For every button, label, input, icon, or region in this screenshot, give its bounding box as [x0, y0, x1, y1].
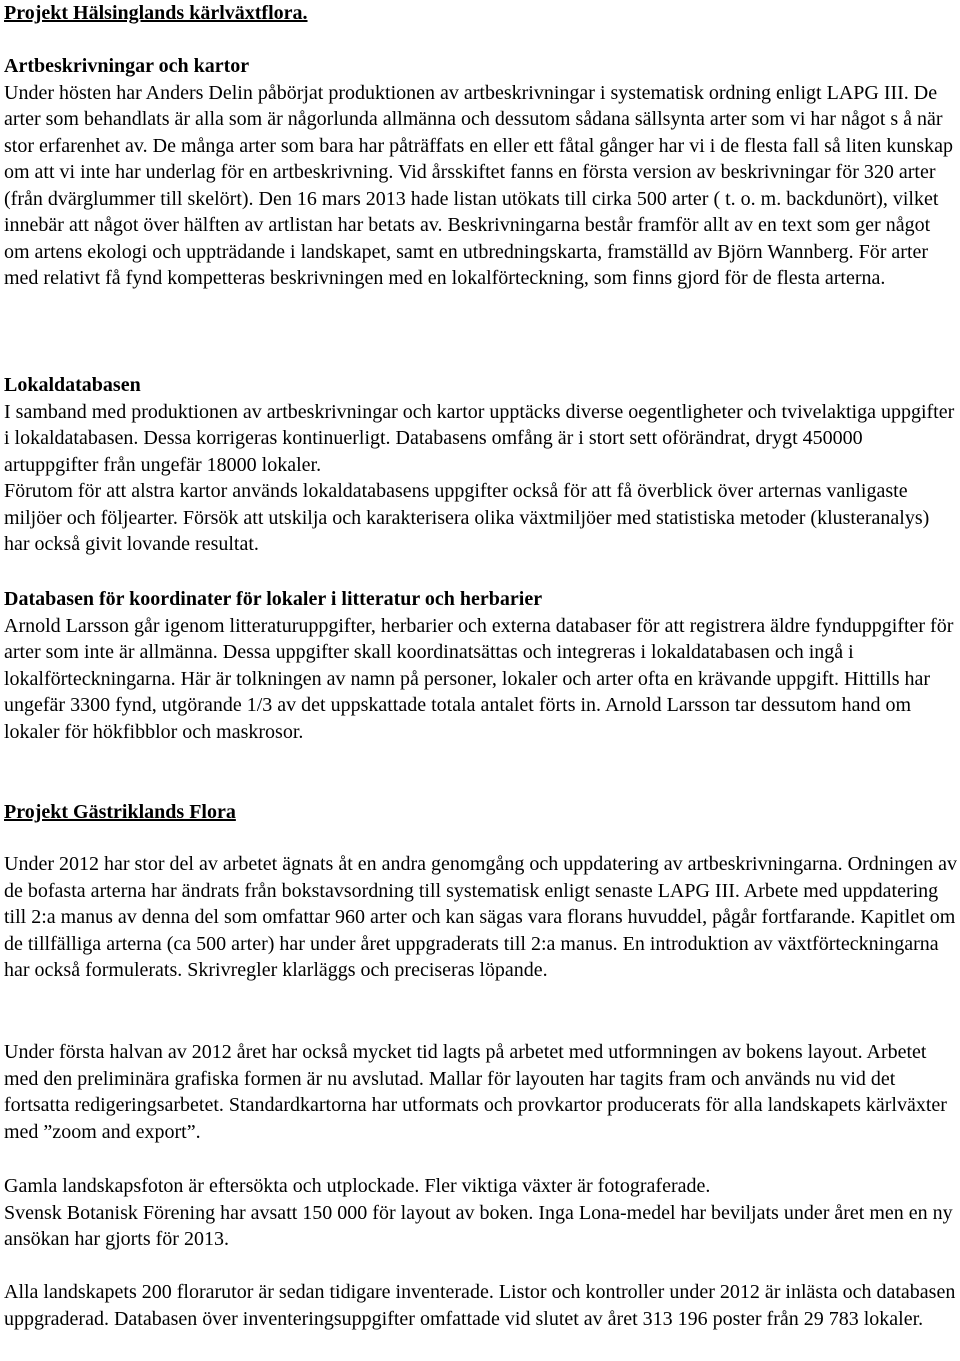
section-text-continued: Förutom för att alstra kartor används lokaldatabasens uppgifter också för att få överblick över arternas vanligaste miljöer och följearter. Försök att utskilja och karakterisera olika växtmiljöer med statistiska metoder (klusteranalys) har också givit lovande resultat. [4, 480, 930, 555]
paragraph: Svensk Botanisk Förening har avsatt 150 000 för layout av boken. Inga Lona-medel har beviljats under året men en ny ansökan har gjorts för 2013. [4, 1201, 953, 1250]
section-text: I samband med produktionen av artbeskrivningar och kartor upptäcks diverse oegentligheter och tvivelaktiga uppgifter i lokaldatabasen. Dessa korrigeras kontinuerligt. Databasens omfång är i stort sett oförändrat, drygt 450000 artuppgifter från ungefär 18000 lokaler. [4, 400, 955, 476]
project2-paragraph-4 [4, 1279, 958, 1332]
section-heading: Lokaldatabasen [4, 374, 141, 396]
section-text: Arnold Larsson går igenom litteraturuppgifter, herbarier och externa databaser för att registrera äldre fynduppgifter för arter som inte är allmänna. Dessa uppgifter skall koordinatsättas och integreras i lokaldatabasen och ingå i lokalförteckningarna. Här är tolkningen av namn på personer, lokaler och arter ofta en krävande uppgift. Hittills har ungefär 3300 fynd, utgörande 1/3 av det uppskattade totala antalet förts in. Arnold Larsson tar dessutom hand om lokaler för hökfibblor och maskrosor. [4, 614, 954, 743]
section-koordinater [4, 586, 958, 745]
paragraph: Gamla landskapsfoton är eftersökta och utplockade. Fler viktiga växter är fotograferade. [4, 1175, 711, 1197]
project2-paragraph-3 [4, 1173, 958, 1253]
section-lokaldatabasen [4, 372, 958, 558]
paragraph: Under 2012 har stor del av arbetet ägnats åt en andra genomgång och uppdatering av artbeskrivningarna. Ordningen av de bofasta arterna har ändrats från bokstavsordning till systematisk enligt senaste LAPG III. Arbete med uppdatering till 2:a manus av denna del som omfattar 960 arter och kan sägas vara florans huvuddel, pågår fortfarande. Kapitlet om de tillfälliga arterna (ca 500 arter) har under året uppgraderats till 2:a manus. En introduktion av växtförteckningarna har också formulerats. Skrivregler klarläggs och preciseras löpande. [4, 853, 957, 981]
section-text: Under hösten har Anders Delin påbörjat produktionen av artbeskrivningar i systematisk ordning enligt LAPG III. De arter som behandlats är alla som är någorlunda allmänna och dessutom sådana sällsynta arter som vi har något s å när stor erfarenhet av. De många arter som bara har påträffats en eller ett fåtal gånger har vi i de flesta fall så liten kunskap om att vi inte har underlag för en artbeskrivning. Vid årsskiftet fanns en första version av beskrivningar för 320 arter (från dvärglummer till skelört). Den 16 mars 2013 hade listan utökats till cirka 500 arter ( t. o. m. backdunört), vilket innebär att något över hälften av artlistan har betats av. Beskrivningarna består framför allt av en text som ger något om artens ekologi och uppträdande i landskapet, samt en utbredningskarta, framställd av Björn Wannberg. För arter med relativt få fynd kompetteras beskrivningen med en lokalförteckning, som finns gjord för de flesta arterna. [4, 81, 954, 289]
project2-title-block [4, 799, 958, 826]
project2-paragraph-2 [4, 1039, 958, 1145]
paragraph: Alla landskapets 200 florarutor är sedan tidigare inventerade. Listor och kontroller under 2012 är inlästa och databasen uppgraderad. Databasen över inventeringsuppgifter omfattade vid slutet av året 313 196 poster från 29 783 lokaler. [4, 1281, 956, 1330]
section-heading: Databasen för koordinater för lokaler i litteratur och herbarier [4, 588, 543, 610]
project1-title: Projekt Hälsinglands kärlväxtflora. [4, 2, 308, 24]
section-artbeskrivningar [4, 53, 958, 292]
project2-title: Projekt Gästriklands Flora [4, 801, 236, 823]
project1-title-block [4, 0, 958, 27]
section-heading: Artbeskrivningar och kartor [4, 55, 250, 77]
project2-paragraph-1 [4, 851, 958, 984]
paragraph: Under första halvan av 2012 året har också mycket tid lagts på arbetet med utformningen av bokens layout. Arbetet med den preliminära grafiska formen är nu avslutad. Mallar för layouten har tagits fram och används nu vid det fortsatta redigeringsarbetet. Standardkartorna har utformats och provkartor producerats för alla landskapets kärlväxter med ”zoom and export”. [4, 1041, 947, 1143]
